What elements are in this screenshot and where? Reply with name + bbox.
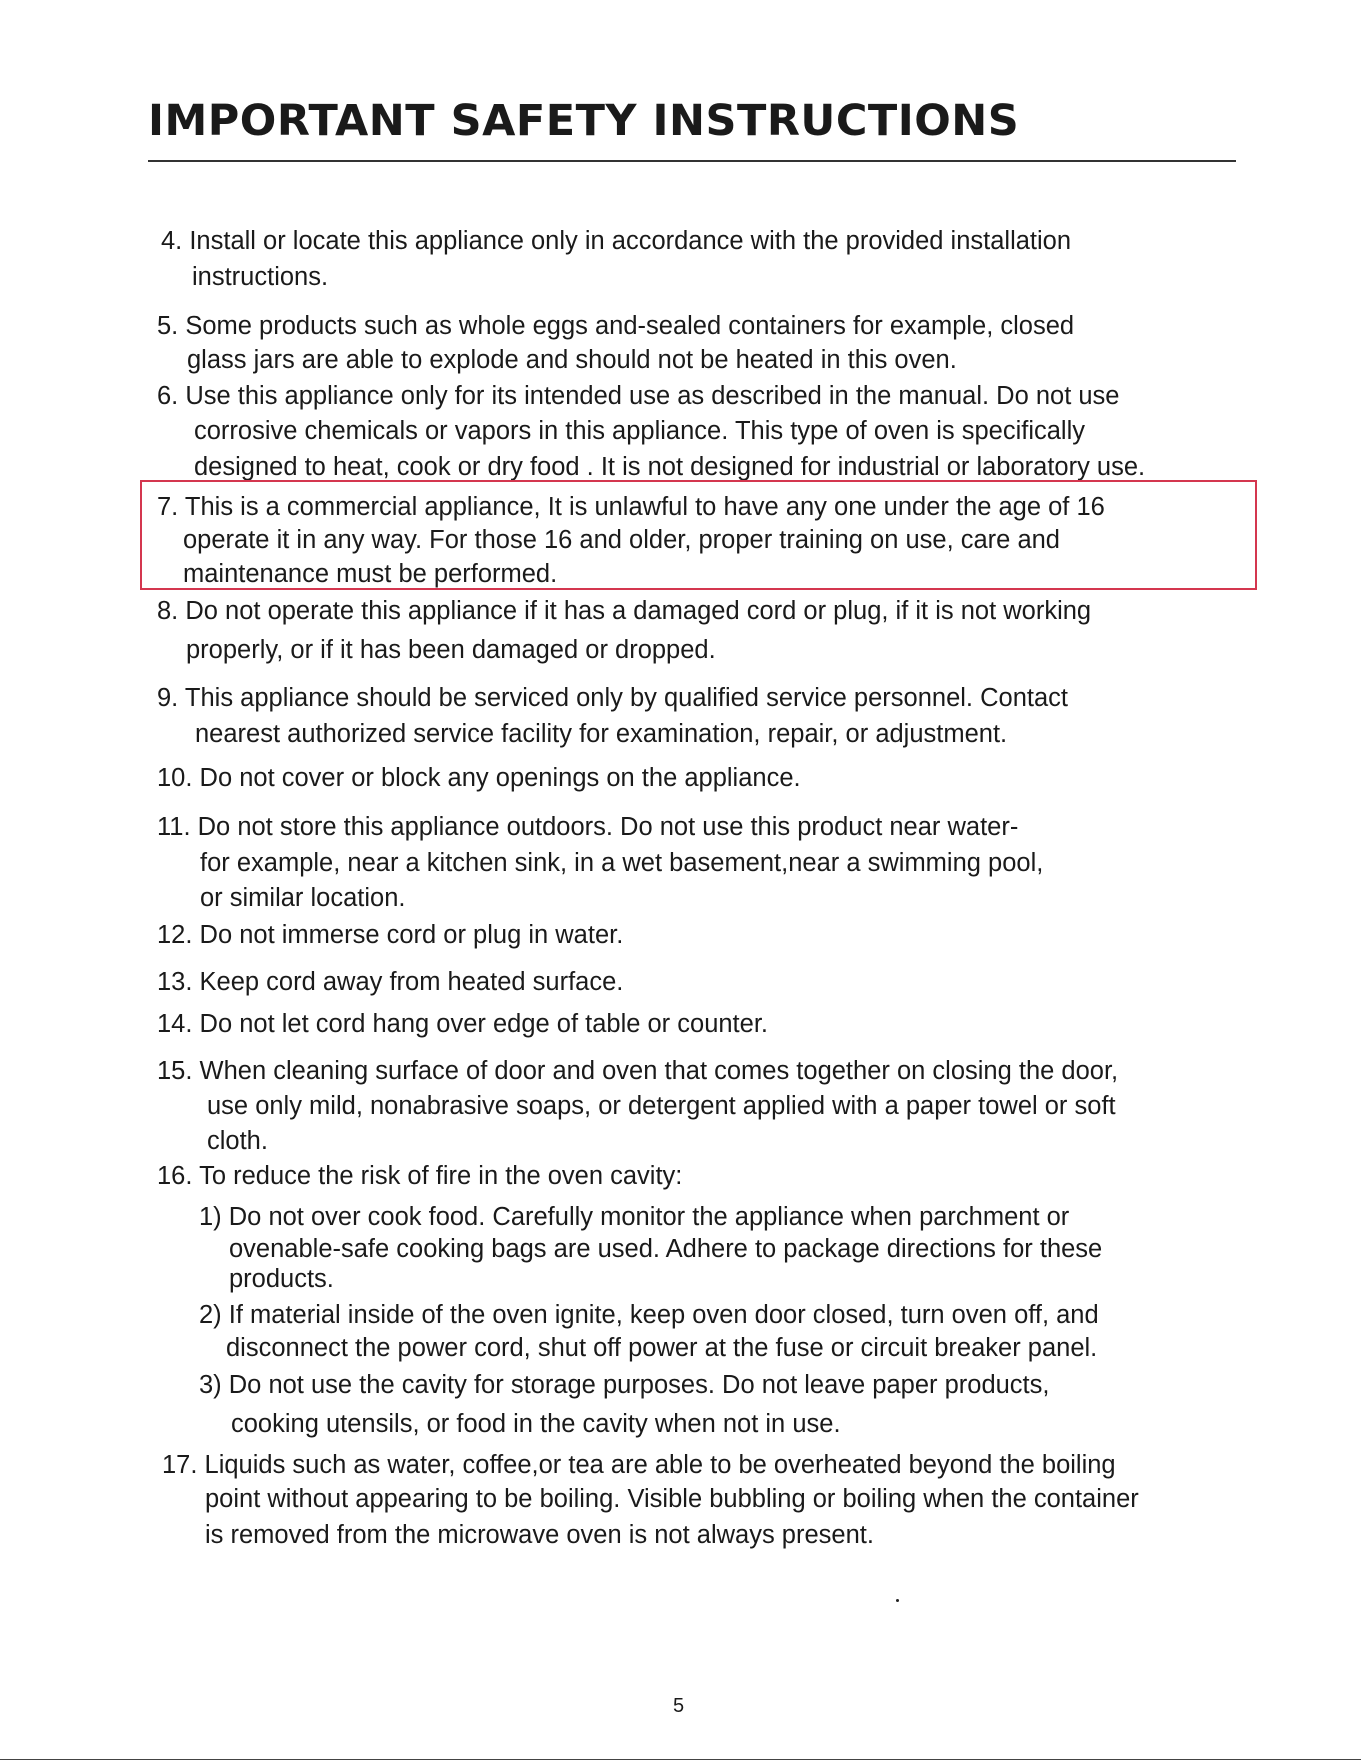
stray-dot-mark [896, 1599, 899, 1602]
item-16-sub-2-line-1: 2) If material inside of the oven ignite, keep oven door closed, turn oven off, and [199, 1301, 1099, 1329]
item-16-sub-1-line-2: ovenable-safe cooking bags are used. Adhere to package directions for these [229, 1235, 1103, 1263]
item-10-line-1: 10. Do not cover or block any openings on the appliance. [157, 764, 801, 792]
item-13-line-1: 13. Keep cord away from heated surface. [157, 968, 624, 996]
item-11-line-2: for example, near a kitchen sink, in a wet basement,near a swimming pool, [200, 849, 1044, 877]
item-12-line-1: 12. Do not immerse cord or plug in water. [157, 921, 624, 949]
item-11-line-1: 11. Do not store this appliance outdoors. Do not use this product near water- [157, 813, 1019, 841]
item-5-line-2: glass jars are able to explode and should not be heated in this oven. [187, 346, 957, 374]
item-6-line-1: 6. Use this appliance only for its intended use as described in the manual. Do not use [157, 382, 1120, 410]
item-7-line-1: 7. This is a commercial appliance, It is unlawful to have any one under the age of 16 [157, 493, 1105, 521]
item-16-sub-1-line-1: 1) Do not over cook food. Carefully monitor the appliance when parchment or [199, 1203, 1070, 1231]
item-17-line-1: 17. Liquids such as water, coffee,or tea are able to be overheated beyond the boiling [162, 1451, 1116, 1479]
item-17-line-2: point without appearing to be boiling. Visible bubbling or boiling when the container [205, 1485, 1139, 1513]
item-6-line-2: corrosive chemicals or vapors in this appliance. This type of oven is specifically [194, 417, 1086, 445]
item-4-line-2: instructions. [192, 263, 329, 291]
item-9-line-2: nearest authorized service facility for examination, repair, or adjustment. [195, 720, 1008, 748]
item-11-line-3: or similar location. [200, 884, 406, 912]
item-16-line-1: 16. To reduce the risk of fire in the oven cavity: [157, 1162, 683, 1190]
item-4-line-1: 4. Install or locate this appliance only in accordance with the provided installation [161, 227, 1072, 255]
item-16-sub-1-line-3: products. [229, 1265, 334, 1293]
item-7-line-3: maintenance must be performed. [183, 560, 558, 588]
item-9-line-1: 9. This appliance should be serviced only by qualified service personnel. Contact [157, 684, 1068, 712]
item-5-line-1: 5. Some products such as whole eggs and-sealed containers for example, closed [157, 312, 1075, 340]
item-14-line-1: 14. Do not let cord hang over edge of table or counter. [157, 1010, 768, 1038]
item-7-line-2: operate it in any way. For those 16 and older, proper training on use, care and [183, 526, 1060, 554]
title-divider [148, 160, 1236, 162]
item-16-sub-2-line-2: disconnect the power cord, shut off power at the fuse or circuit breaker panel. [226, 1334, 1098, 1362]
page-number: 5 [673, 1695, 685, 1717]
item-16-sub-3-line-2: cooking utensils, or food in the cavity when not in use. [231, 1410, 841, 1438]
item-8-line-2: properly, or if it has been damaged or dropped. [186, 636, 716, 664]
page-title: IMPORTANT SAFETY INSTRUCTIONS [148, 96, 1020, 146]
page-bottom-edge [0, 1759, 1361, 1760]
item-17-line-3: is removed from the microwave oven is not always present. [205, 1521, 874, 1549]
item-16-sub-3-line-1: 3) Do not use the cavity for storage purposes. Do not leave paper products, [199, 1371, 1050, 1399]
item-15-line-1: 15. When cleaning surface of door and oven that comes together on closing the door, [157, 1057, 1119, 1085]
item-8-line-1: 8. Do not operate this appliance if it has a damaged cord or plug, if it is not working [157, 597, 1092, 625]
item-15-line-3: cloth. [207, 1127, 268, 1155]
item-6-line-3: designed to heat, cook or dry food . It is not designed for industrial or laboratory use. [194, 453, 1146, 481]
item-15-line-2: use only mild, nonabrasive soaps, or detergent applied with a paper towel or soft [207, 1092, 1116, 1120]
